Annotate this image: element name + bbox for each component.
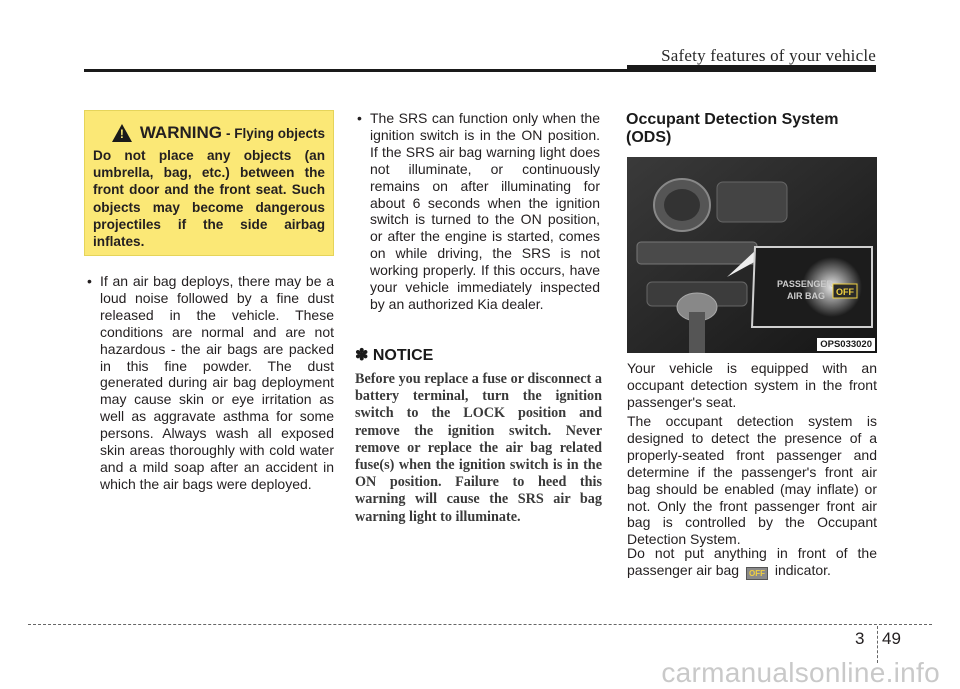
bullet-dot: •	[357, 110, 362, 126]
bullet-dot: •	[87, 273, 92, 289]
notice-heading	[355, 345, 433, 365]
figure-code: OPS033020	[817, 338, 875, 351]
ods-photo	[627, 157, 877, 353]
notice-text: Before you replace a fuse or disconnect a battery terminal, turn the ignition switch to the LOCK position and remove the ignition switch. Never remove or replace the air bag related fuse(s) when the ignition switch is in the ON position. Failure to heed this warning will cause the SRS air bag warning light to illuminate.	[355, 371, 602, 525]
ods-p3-after: indicator.	[774, 561, 831, 578]
bullet-airbag-deploy	[87, 273, 334, 493]
chapter-number: 3	[855, 629, 865, 648]
ods-paragraph-2: The occupant detection system is designed to detect the presence of a properly-seated front passenger and determine if the passenger's front air bag should be enabled (may inflate) or not. Only the front passenger front air bag is controlled by the Occupant Detection System.	[627, 413, 877, 548]
photo-label-line2: AIR BAG	[787, 291, 825, 301]
watermark: carmanualsonline.info	[661, 657, 940, 688]
bullet-text: The SRS can function only when the ignition switch is in the ON position. If the SRS air bag warning light does not illuminate, or continuously remains on after illuminating for about 6 seconds when the ignition switch is turned to the ON position, or after the engine is started, comes on while driving, the SRS is not working properly. If this occurs, have your vehicle immediately inspected by an authorized Kia dealer.	[370, 110, 600, 312]
warning-subtitle: - Flying objects	[225, 125, 325, 141]
notice-symbol-icon: ✽	[355, 347, 369, 364]
dashboard-illustration	[627, 157, 877, 353]
section-title: Safety features of your vehicle	[661, 46, 876, 65]
ods-paragraph-3	[627, 545, 877, 580]
photo-off-indicator: OFF	[836, 287, 854, 297]
header-tab-bar	[627, 65, 876, 72]
notice-title: NOTICE	[372, 347, 434, 364]
warning-box	[84, 110, 334, 256]
ods-heading: Occupant Detection System (ODS)	[626, 111, 839, 146]
warning-heading	[93, 123, 325, 143]
photo-label-line1: PASSENGER	[777, 279, 833, 289]
ods-paragraph-1: Your vehicle is equipped with an occupant detection system in the front passenger's seat.	[627, 360, 877, 410]
warning-title: WARNING	[139, 123, 222, 142]
warning-text: Do not place any objects (an umbrella, bag, etc.) between the front door and the front seat. Such objects may become dangerous projectiles if the side airbag inflates.	[93, 148, 325, 250]
ods-p3-before: Do not put anything in front of the passenger air bag	[627, 545, 877, 578]
off-indicator-icon: OFF	[746, 567, 768, 580]
bullet-srs-function	[357, 110, 600, 313]
warning-triangle-icon: !	[112, 124, 132, 142]
bullet-text: If an air bag deploys, there may be a loud noise followed by a fine dust released in the vehicle. These conditions are normal and are not hazardous - the air bags are packed in this fine powder. The dust generated during air bag deployment may cause skin or eye irritation as well as aggravate asthma for some persons. Always wash all exposed skin areas thoroughly with cold water and a mild soap after an accident in which the air bags were deployed.	[100, 273, 334, 492]
footer-rule	[28, 624, 932, 625]
page-number: 49	[882, 629, 901, 648]
